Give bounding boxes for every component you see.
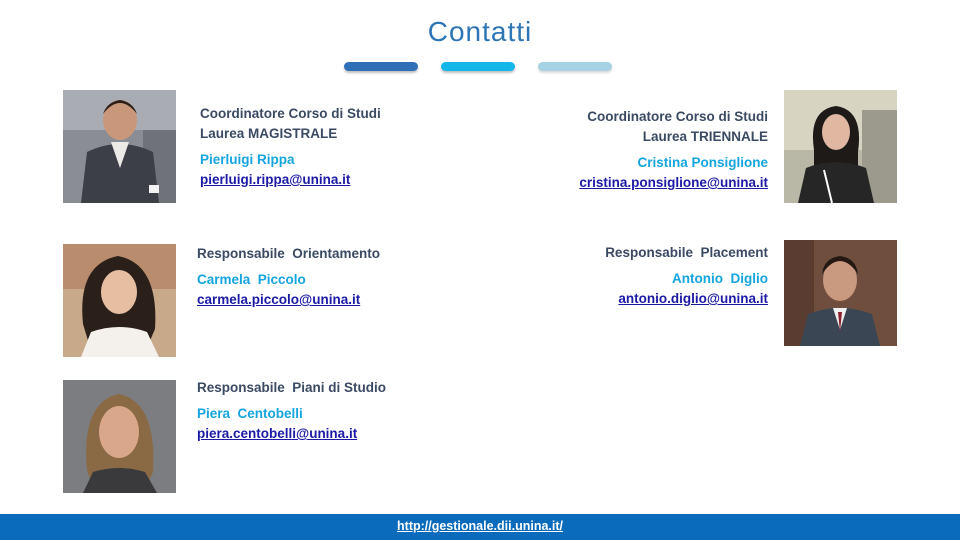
email-link-diglio[interactable]: antonio.diglio@unina.it [618,291,768,306]
role-title: Responsabile Placement [605,245,768,260]
page-title: Contatti [427,16,533,47]
role-title: Responsabile Orientamento [197,246,381,261]
photo-antonio-diglio [784,240,897,346]
footer-bar [0,514,960,540]
contact-name: Pierluigi Rippa [200,152,295,167]
email-link-piccolo[interactable]: carmela.piccolo@unina.it [197,292,361,307]
contact-name: Antonio Diglio [672,271,768,286]
decorative-bar-cyan [441,62,515,71]
contact-name: Piera Centobelli [197,406,303,421]
contact-card-diglio [605,243,768,309]
email-link-centobelli[interactable]: piera.centobelli@unina.it [197,426,358,441]
decorative-bar-dark [344,62,418,71]
contact-card-rippa [200,104,381,190]
role-subtitle: Laurea TRIENNALE [642,129,768,144]
contact-name: Carmela Piccolo [197,272,306,287]
footer-website-link[interactable]: http://gestionale.dii.unina.it/ [397,519,563,533]
role-subtitle: Laurea MAGISTRALE [200,126,338,141]
role-title: Coordinatore Corso di Studi [587,109,768,124]
contact-card-ponsiglione [579,107,768,193]
photo-carmela-piccolo [63,244,176,357]
email-link-rippa[interactable]: pierluigi.rippa@unina.it [200,172,351,187]
photo-cristina-ponsiglione [784,90,897,203]
role-title: Responsabile Piani di Studio [197,380,387,395]
photo-pierluigi-rippa [63,90,176,203]
contact-card-piccolo [197,244,380,310]
photo-piera-centobelli [63,380,176,493]
role-title: Coordinatore Corso di Studi [200,106,381,121]
contact-card-centobelli [197,378,386,444]
contact-name: Cristina Ponsiglione [637,155,768,170]
decorative-bar-light [538,62,612,71]
email-link-ponsiglione[interactable]: cristina.ponsiglione@unina.it [579,175,768,190]
